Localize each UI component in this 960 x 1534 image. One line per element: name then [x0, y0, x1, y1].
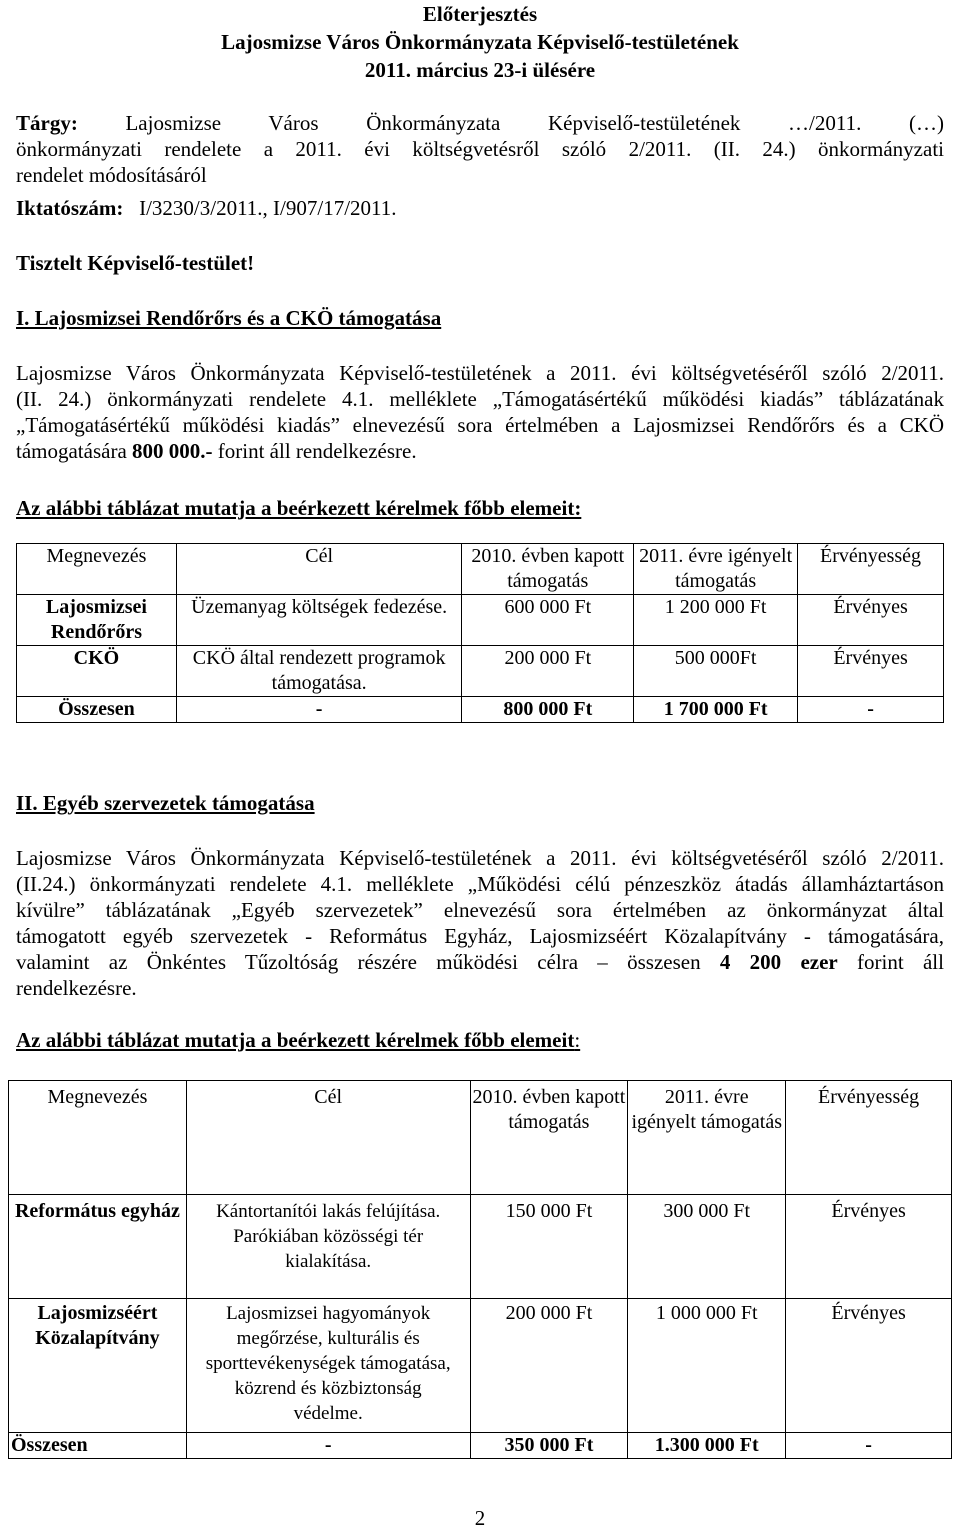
subject-line-3: rendelet módosításáról	[16, 163, 207, 187]
s2-line-1: Lajosmizse Város Önkormányzata Képviselő-testületének a 2011. évi költségvetéséről szóló 2/2011.	[16, 846, 944, 870]
cell-total-valid: -	[786, 1433, 952, 1459]
cell-name: Lajosmizséért Közalapítvány	[9, 1299, 187, 1433]
s2-line-5a: valamint az Önkéntes Tűzoltóság részére működési célra – összesen	[16, 950, 720, 974]
header-body: Lajosmizse Város Önkormányzata Képviselő-testületének	[221, 30, 739, 54]
table-row	[17, 646, 944, 697]
section-2-table	[8, 1080, 952, 1459]
cell-2011: 1 200 000 Ft	[634, 595, 798, 646]
cell-valid: Érvényes	[786, 1299, 952, 1433]
cell-goal: Lajosmizsei hagyományok megőrzése, kulturális és sporttevékenységek támogatása, közrend és közbiztonság védelme.	[186, 1299, 470, 1433]
section-2-title: II. Egyéb szervezetek támogatása	[16, 791, 315, 815]
section-1-table-caption: Az alábbi táblázat mutatja a beérkezett kérelmek főbb elemeit:	[16, 496, 582, 520]
th-name: Megnevezés	[9, 1081, 187, 1195]
header-meeting-date: 2011. március 23-i ülésére	[364, 58, 596, 82]
cell-total-name: Összesen	[9, 1433, 187, 1459]
th-2011: 2011. évre igényelt támogatás	[634, 544, 798, 595]
s1-line-4a: támogatására	[16, 439, 133, 463]
table-header-row	[17, 544, 944, 595]
cell-total-name: Összesen	[17, 697, 177, 723]
s1-line-1: Lajosmizse Város Önkormányzata Képviselő-testületének a 2011. évi költségvetéséről szóló 2/2011.	[16, 361, 944, 385]
table-total-row	[17, 697, 944, 723]
cell-name: CKÖ	[17, 646, 177, 697]
s1-amount: 800 000.-	[132, 439, 213, 463]
subject-line-2: önkormányzati rendelete a 2011. évi költségvetésről szóló 2/2011. (II. 24.) önkormányzati	[16, 137, 944, 161]
cell-total-2010: 800 000 Ft	[462, 697, 634, 723]
cell-valid: Érvényes	[786, 1195, 952, 1299]
s1-line-2: (II. 24.) önkormányzati rendelete 4.1. melléklete „Támogatásértékű működési kiadás” táblázatának	[16, 387, 944, 411]
cell-goal: Kántortanítói lakás felújítása. Parókiában közösségi tér kialakítása.	[186, 1195, 470, 1299]
s2-line-6: rendelkezésre.	[16, 976, 137, 1000]
th-valid: Érvényesség	[786, 1081, 952, 1195]
s2-caption-text: Az alábbi táblázat mutatja a beérkezett kérelmek főbb elemeit	[16, 1028, 575, 1052]
page-number: 2	[474, 1506, 486, 1530]
s2-line-5	[16, 949, 944, 975]
th-valid: Érvényesség	[798, 544, 944, 595]
section-2-table-caption	[16, 1027, 580, 1053]
cell-goal: Üzemanyag költségek fedezése.	[176, 595, 462, 646]
cell-total-2010: 350 000 Ft	[470, 1433, 628, 1459]
cell-2010: 600 000 Ft	[462, 595, 634, 646]
file-number-label: Iktatószám:	[16, 196, 124, 220]
table-total-row	[9, 1433, 952, 1459]
cell-valid: Érvényes	[798, 595, 944, 646]
cell-2011: 300 000 Ft	[628, 1195, 786, 1299]
s2-line-3: kívülre” táblázatának „Egyéb szervezetek” elnevezésű sora értelmében az önkormányzat által	[16, 898, 944, 922]
section-1-title: I. Lajosmizsei Rendőrőrs és a CKÖ támogatása	[16, 306, 442, 330]
cell-total-valid: -	[798, 697, 944, 723]
section-1-paragraph	[16, 360, 944, 464]
table-header-row	[9, 1081, 952, 1195]
s1-line-4c: forint áll rendelkezésre.	[212, 439, 417, 463]
section-2-paragraph	[16, 845, 944, 1001]
cell-total-2011: 1.300 000 Ft	[628, 1433, 786, 1459]
cell-total-goal: -	[176, 697, 462, 723]
cell-valid: Érvényes	[798, 646, 944, 697]
greeting: Tisztelt Képviselő-testület!	[16, 251, 255, 275]
cell-name: Lajosmizsei Rendőrőrs	[17, 595, 177, 646]
file-number-value: I/3230/3/2011., I/907/17/2011.	[139, 196, 397, 220]
s2-amount: 4 200 ezer	[719, 950, 838, 974]
th-2010: 2010. évben kapott támogatás	[462, 544, 634, 595]
cell-2010: 200 000 Ft	[470, 1299, 628, 1433]
table-row	[17, 595, 944, 646]
s2-line-5c: forint áll	[837, 950, 944, 974]
cell-goal: CKÖ által rendezett programok támogatása.	[176, 646, 462, 697]
cell-2010: 200 000 Ft	[462, 646, 634, 697]
subject-block	[16, 110, 944, 188]
th-goal: Cél	[186, 1081, 470, 1195]
cell-total-2011: 1 700 000 Ft	[634, 697, 798, 723]
cell-2011: 1 000 000 Ft	[628, 1299, 786, 1433]
th-2010: 2010. évben kapott támogatás	[470, 1081, 628, 1195]
table-row	[9, 1299, 952, 1433]
table-row	[9, 1195, 952, 1299]
file-number	[16, 195, 397, 221]
cell-2010: 150 000 Ft	[470, 1195, 628, 1299]
subject-text-1: Lajosmizse Város Önkormányzata Képviselő-testületének …/2011. (…)	[125, 111, 945, 135]
th-goal: Cél	[176, 544, 462, 595]
header-title: Előterjesztés	[422, 2, 538, 26]
s2-line-4: támogatott egyéb szervezetek - Református Egyház, Lajosmizséért Közalapítvány - támogatására,	[16, 924, 944, 948]
th-2011: 2011. évre igényelt támogatás	[628, 1081, 786, 1195]
s1-line-4	[16, 438, 944, 464]
section-1-table	[16, 543, 944, 723]
subject-line-1	[16, 110, 944, 136]
s2-caption-colon: :	[574, 1028, 581, 1052]
cell-2011: 500 000Ft	[634, 646, 798, 697]
s2-line-2: (II.24.) önkormányzati rendelete 4.1. melléklete „Működési célú pénzeszköz átadás államháztartáson	[16, 872, 944, 896]
s1-line-3: „Támogatásértékű működési kiadás” elnevezésű sora értelmében a Lajosmizsei Rendőrőrs és a CKÖ	[16, 413, 944, 437]
th-name: Megnevezés	[17, 544, 177, 595]
cell-name: Református egyház	[9, 1195, 187, 1299]
cell-total-goal: -	[186, 1433, 470, 1459]
subject-label: Tárgy:	[16, 111, 78, 135]
